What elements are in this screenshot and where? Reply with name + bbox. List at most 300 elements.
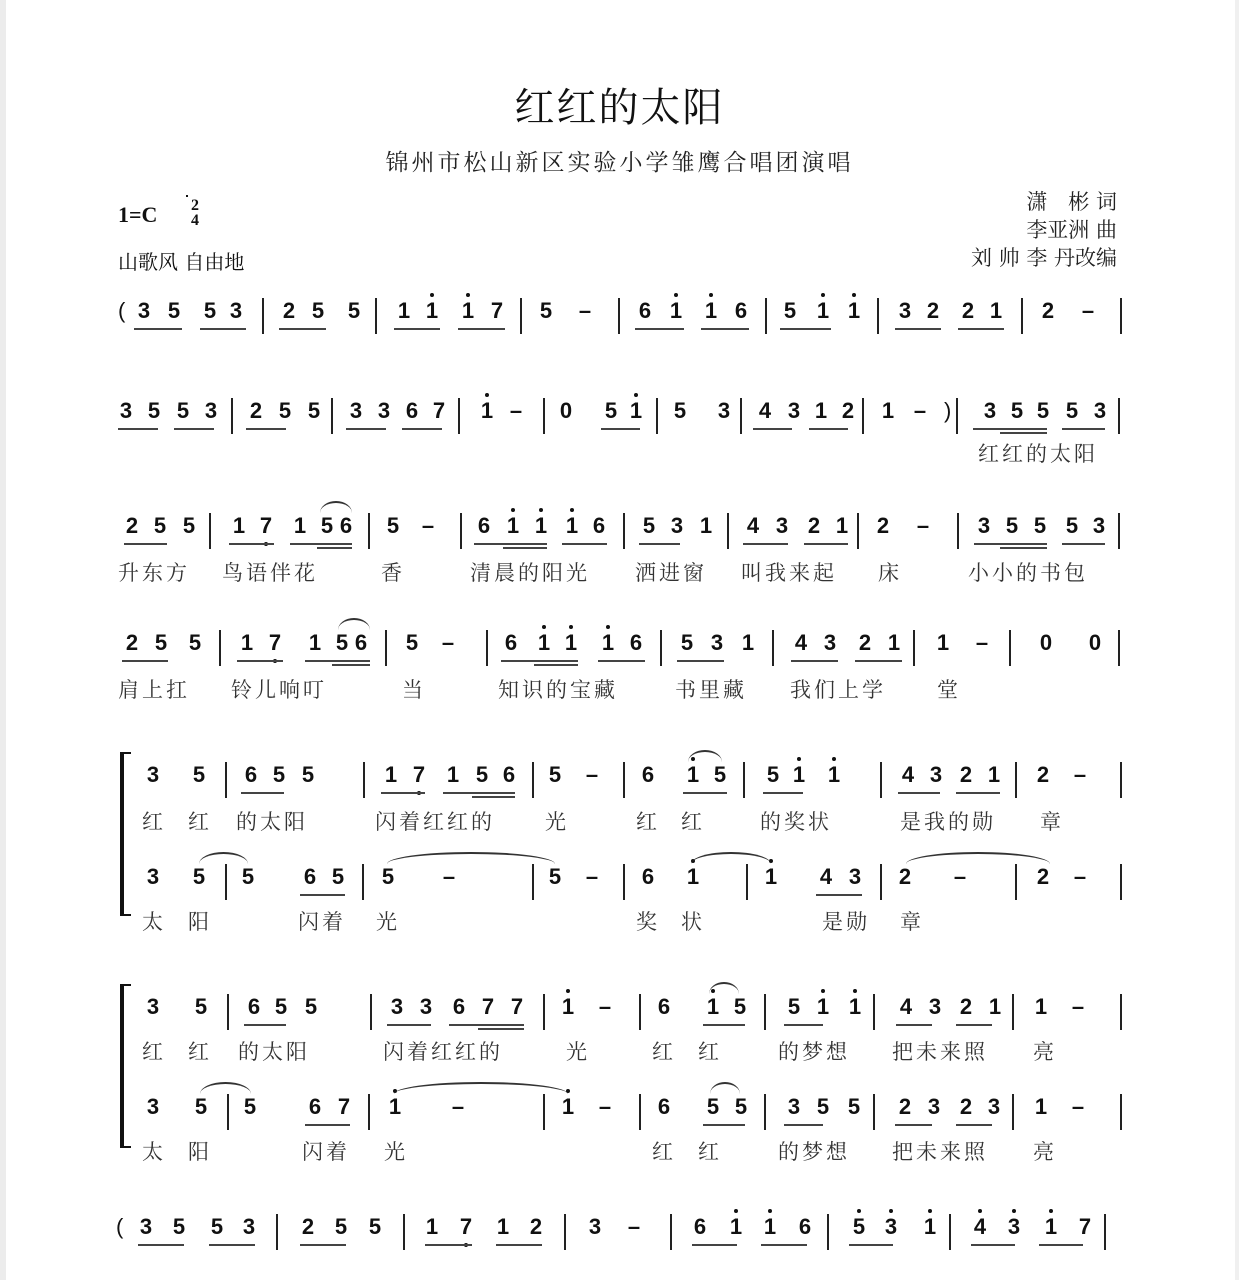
beam-underline — [124, 543, 167, 545]
note: 5 — [272, 762, 286, 787]
lyric-text: 把未来照 — [892, 1040, 988, 1064]
beam-underline — [300, 894, 345, 896]
barline — [532, 864, 534, 900]
note: 7 — [458, 1212, 474, 1242]
tie-slur — [387, 852, 555, 864]
barline — [880, 864, 882, 900]
beam-underline — [809, 428, 848, 430]
note: 1 — [600, 628, 616, 658]
beam-underline — [290, 543, 352, 545]
barline — [639, 994, 641, 1030]
note: 5 — [331, 864, 345, 889]
beam-underline — [956, 792, 1000, 794]
note: 3 — [137, 298, 151, 323]
note: 5 — [192, 762, 206, 787]
note: 6 — [244, 762, 258, 787]
note: 1 — [496, 1214, 510, 1239]
note: 7 — [411, 760, 427, 790]
beam-underline — [971, 1244, 1015, 1246]
note: 6 — [592, 513, 606, 538]
lyric-text: 肩上扛 — [118, 678, 190, 702]
note: 3 — [977, 513, 991, 538]
lyric-text: 闪着红红的 — [375, 810, 495, 834]
beam-underline — [753, 428, 792, 430]
barline — [1012, 1094, 1014, 1130]
beam-underline — [138, 1244, 184, 1246]
lyric-text: 的太阳 — [236, 810, 308, 834]
note: 5 — [304, 994, 318, 1019]
barline — [331, 398, 333, 434]
note: 1 — [564, 511, 580, 541]
lyric-text: 红 — [652, 1140, 676, 1164]
lyric-text: 当 — [402, 678, 426, 702]
beam-underline — [402, 428, 442, 430]
tie-slur — [200, 1082, 251, 1094]
note: 6 — [641, 864, 655, 889]
note: 5 — [210, 1214, 224, 1239]
note: 3 — [390, 994, 404, 1019]
note: 0 — [1039, 630, 1053, 655]
note: 6 — [629, 630, 643, 655]
dash-extension: – — [585, 864, 599, 889]
note: 5 — [847, 1094, 861, 1119]
beam-underline — [394, 328, 440, 330]
note: 6 — [308, 1094, 322, 1119]
repeat-close-paren: ) — [944, 398, 952, 423]
lyric-text: 升东方 — [118, 561, 190, 585]
note: 1 — [628, 396, 644, 426]
note: 6 — [657, 1094, 671, 1119]
barline — [403, 1214, 405, 1250]
barline — [656, 398, 658, 434]
beam-underline-double — [1000, 432, 1047, 434]
note: 4 — [901, 762, 915, 787]
note: 6 — [502, 762, 516, 787]
note: 5 — [154, 630, 168, 655]
note: 5 — [274, 994, 288, 1019]
dash-extension: – — [913, 398, 927, 423]
beam-underline — [703, 1124, 745, 1126]
beam-underline — [174, 428, 214, 430]
lyric-text: 光 — [376, 910, 400, 934]
lyric-text: 红 — [681, 810, 705, 834]
note: 2 — [898, 1094, 912, 1119]
beam-underline — [449, 1024, 524, 1026]
barline — [520, 298, 522, 334]
note: 1 — [922, 1212, 938, 1242]
note: 3 — [146, 864, 160, 889]
beam-underline — [118, 428, 158, 430]
time-signature-divider — [186, 195, 188, 197]
tie-slur — [320, 501, 352, 513]
note: 5 — [1033, 513, 1047, 538]
note: 3 — [898, 298, 912, 323]
lyric-text: 奖 — [636, 910, 660, 934]
beam-underline — [692, 1244, 737, 1246]
beam-underline — [300, 1244, 346, 1246]
note: 4 — [819, 864, 833, 889]
lyric-text: 红红的太阳 — [978, 442, 1098, 466]
beam-underline — [763, 792, 803, 794]
beam-underline — [956, 1024, 992, 1026]
note: 2 — [876, 513, 890, 538]
note: 3 — [419, 994, 433, 1019]
note: 5 — [475, 762, 489, 787]
barline — [486, 630, 488, 666]
barline — [639, 1094, 641, 1130]
lyric-text: 红 — [652, 1040, 676, 1064]
tie-slur — [691, 852, 771, 864]
beam-underline — [816, 894, 862, 896]
note: 2 — [282, 298, 296, 323]
note: 3 — [1006, 1212, 1022, 1242]
barline — [743, 762, 745, 798]
barline — [363, 762, 365, 798]
note: 6 — [247, 994, 261, 1019]
barline — [772, 630, 774, 666]
lyric-text: 是勋 — [822, 910, 870, 934]
note: 3 — [775, 513, 789, 538]
barline — [460, 513, 462, 549]
note: 3 — [349, 398, 363, 423]
lyric-text: 清晨的阳光 — [470, 561, 590, 585]
note: 1 — [293, 513, 307, 538]
beam-underline-double — [478, 1028, 524, 1030]
barline — [564, 1214, 566, 1250]
note: 3 — [139, 1214, 153, 1239]
beam-underline — [635, 328, 684, 330]
note: 3 — [717, 398, 731, 423]
note: 3 — [1093, 398, 1107, 423]
note: 5 — [1005, 513, 1019, 538]
note: 2 — [858, 630, 872, 655]
lyric-text: 红 — [142, 810, 166, 834]
note: 0 — [1088, 630, 1102, 655]
beam-underline-double — [1000, 547, 1047, 549]
beam-underline — [458, 328, 505, 330]
beam-underline — [683, 792, 727, 794]
beam-underline — [474, 543, 547, 545]
note: 3 — [848, 864, 862, 889]
note: 3 — [787, 1094, 801, 1119]
note: 1 — [384, 762, 398, 787]
note: 7 — [337, 1094, 351, 1119]
note: 1 — [846, 296, 862, 326]
lyric-text: 红 — [188, 1040, 212, 1064]
beam-underline-double — [317, 547, 352, 549]
lyric-text: 我们上学 — [790, 678, 886, 702]
beam-underline — [496, 1244, 542, 1246]
note: 5 — [1065, 513, 1079, 538]
note: 5 — [1036, 398, 1050, 423]
note: 3 — [146, 762, 160, 787]
note: 5 — [241, 864, 255, 889]
barline — [740, 398, 742, 434]
beam-underline — [895, 328, 941, 330]
note: 5 — [320, 513, 334, 538]
tie-slur — [709, 982, 739, 994]
beam-underline — [855, 660, 902, 662]
note: 1 — [685, 862, 701, 892]
beam-underline — [1039, 1244, 1083, 1246]
beam-underline — [703, 1024, 745, 1026]
beam-underline-double — [472, 796, 515, 798]
beam-underline — [956, 1124, 992, 1126]
dash-extension: – — [598, 994, 612, 1019]
barline — [368, 513, 370, 549]
note: 1 — [240, 630, 254, 655]
barline — [862, 398, 864, 434]
note: 5 — [153, 513, 167, 538]
lyric-text: 闪着红红的 — [383, 1040, 503, 1064]
barline — [670, 1214, 672, 1250]
lyric-text: 洒进窗 — [635, 561, 707, 585]
lyric-text: 红 — [698, 1040, 722, 1064]
barline — [623, 864, 625, 900]
lyric-text: 叫我来起 — [741, 561, 837, 585]
dash-extension: – — [1073, 864, 1087, 889]
note: 1 — [826, 760, 842, 790]
note: 7 — [258, 511, 274, 541]
beam-underline — [898, 792, 940, 794]
time-signature — [186, 198, 204, 228]
barline — [1120, 994, 1122, 1030]
note: 3 — [927, 1094, 941, 1119]
key-signature: 1=C — [118, 202, 158, 227]
lyric-text: 阳 — [188, 910, 212, 934]
time-signature-bottom: 4 — [191, 212, 199, 229]
note: 2 — [898, 864, 912, 889]
note: 5 — [194, 994, 208, 1019]
note: 1 — [881, 398, 895, 423]
note: 1 — [533, 511, 549, 541]
note: 1 — [936, 630, 950, 655]
beam-underline — [387, 1024, 431, 1026]
barline — [227, 994, 229, 1030]
note: 1 — [308, 630, 322, 655]
note: 1 — [397, 298, 411, 323]
note: 1 — [763, 862, 779, 892]
page-edge-right — [1235, 0, 1239, 1280]
note: 2 — [959, 994, 973, 1019]
note: 5 — [851, 1212, 867, 1242]
note: 1 — [791, 760, 807, 790]
note: 6 — [641, 762, 655, 787]
barline — [957, 513, 959, 549]
note: 1 — [705, 992, 721, 1022]
dash-extension: – — [451, 1094, 465, 1119]
lyric-text: 红 — [636, 810, 660, 834]
beam-underline — [241, 792, 284, 794]
beam-underline — [134, 328, 182, 330]
barline — [219, 630, 221, 666]
lyric-text: 红 — [188, 810, 212, 834]
note: 5 — [192, 864, 206, 889]
barline — [543, 1094, 545, 1130]
beam-underline — [958, 328, 1004, 330]
barline — [873, 994, 875, 1030]
barline — [276, 1214, 278, 1250]
lyric-text: 知识的宝藏 — [498, 678, 618, 702]
beam-underline — [425, 1244, 472, 1246]
lyric-text: 亮 — [1033, 1140, 1057, 1164]
barline — [362, 864, 364, 900]
note: 5 — [147, 398, 161, 423]
note: 2 — [1036, 864, 1050, 889]
dash-extension: – — [953, 864, 967, 889]
tie-slur — [688, 750, 722, 762]
note: 5 — [194, 1094, 208, 1119]
note: 5 — [167, 298, 181, 323]
repeat-open-paren: ( — [118, 298, 126, 323]
note: 6 — [354, 630, 368, 655]
barline — [209, 513, 211, 549]
note: 7 — [481, 994, 495, 1019]
note: 3 — [146, 994, 160, 1019]
beam-underline — [305, 1124, 350, 1126]
note: 1 — [1034, 994, 1048, 1019]
note: 5 — [243, 1094, 257, 1119]
note: 6 — [734, 298, 748, 323]
note: 5 — [713, 762, 727, 787]
note: 6 — [477, 513, 491, 538]
note: 1 — [479, 396, 495, 426]
beam-underline — [791, 660, 838, 662]
dash-extension: – — [627, 1214, 641, 1239]
barline — [368, 1094, 370, 1130]
beam-underline — [1062, 543, 1105, 545]
note: 5 — [301, 762, 315, 787]
barline — [1104, 1214, 1106, 1250]
barline — [727, 513, 729, 549]
barline — [880, 762, 882, 798]
barline — [618, 298, 620, 334]
beam-underline — [761, 1244, 807, 1246]
beam-underline — [701, 328, 749, 330]
barline — [375, 298, 377, 334]
barline — [1118, 398, 1120, 434]
lyric-text: 太 — [142, 910, 166, 934]
barline — [913, 630, 915, 666]
note: 3 — [1092, 513, 1106, 538]
note: 2 — [529, 1214, 543, 1239]
beam-underline — [784, 1024, 823, 1026]
note: 1 — [988, 994, 1002, 1019]
note: 3 — [119, 398, 133, 423]
note: 2 — [249, 398, 263, 423]
lyric-text: 鸟语伴花 — [222, 561, 318, 585]
note: 3 — [929, 762, 943, 787]
page-edge-left — [0, 0, 6, 1280]
barline — [857, 513, 859, 549]
dash-extension: – — [598, 1094, 612, 1119]
beam-underline — [784, 1124, 823, 1126]
barline — [1015, 864, 1017, 900]
note: 2 — [807, 513, 821, 538]
note: 5 — [816, 1094, 830, 1119]
note: 5 — [278, 398, 292, 423]
note: 5 — [334, 1214, 348, 1239]
barline — [543, 994, 545, 1030]
dash-extension: – — [441, 630, 455, 655]
note: 5 — [347, 298, 361, 323]
note: 0 — [559, 398, 573, 423]
note: 1 — [387, 1092, 403, 1122]
barline — [532, 762, 534, 798]
note: 1 — [446, 762, 460, 787]
note: 2 — [926, 298, 940, 323]
beam-underline — [743, 543, 788, 545]
beam-underline — [279, 328, 326, 330]
beam-underline-double — [534, 664, 578, 666]
note: 5 — [783, 298, 797, 323]
lyric-text: 的梦想 — [778, 1140, 850, 1164]
performer-subtitle: 锦州市松山新区实验小学雏鹰合唱团演唱 — [385, 150, 854, 176]
note: 1 — [835, 513, 849, 538]
beam-underline — [1062, 428, 1105, 430]
barline — [225, 762, 227, 798]
lyric-text: 床 — [878, 561, 902, 585]
note: 1 — [460, 296, 476, 326]
note: 5 — [673, 398, 687, 423]
barline — [877, 298, 879, 334]
barline — [458, 398, 460, 434]
note: 3 — [670, 513, 684, 538]
lyric-text: 铃儿响叮 — [231, 678, 327, 702]
lyric-text: 光 — [566, 1040, 590, 1064]
lyric-text: 章 — [900, 910, 924, 934]
beam-underline — [895, 1124, 932, 1126]
note: 1 — [668, 296, 684, 326]
barline — [660, 630, 662, 666]
barline — [227, 1094, 229, 1130]
barline — [1120, 864, 1122, 900]
barline — [1012, 994, 1014, 1030]
beam-underline — [246, 428, 286, 430]
note: 6 — [798, 1214, 812, 1239]
barline — [623, 762, 625, 798]
lyric-text: 状 — [681, 910, 705, 934]
note: 1 — [424, 296, 440, 326]
note: 2 — [125, 630, 139, 655]
beam-underline-double — [332, 664, 370, 666]
note: 1 — [814, 398, 828, 423]
barline — [225, 864, 227, 900]
beam-underline — [346, 428, 386, 430]
lyric-text: 是我的勋 — [900, 810, 996, 834]
tie-slur — [394, 1082, 568, 1094]
lyric-text: 的梦想 — [778, 1040, 850, 1064]
barline — [231, 398, 233, 434]
note: 5 — [381, 864, 395, 889]
note: 5 — [182, 513, 196, 538]
composer-credit: 李亚洲 曲 — [1026, 218, 1117, 242]
lyric-text: 红 — [142, 1040, 166, 1064]
note: 5 — [787, 994, 801, 1019]
note: 1 — [703, 296, 719, 326]
dash-extension: – — [585, 762, 599, 787]
note: 1 — [685, 760, 701, 790]
beam-underline — [974, 543, 1047, 545]
beam-underline — [501, 660, 578, 662]
note: 5 — [680, 630, 694, 655]
note: 1 — [815, 296, 831, 326]
note: 7 — [1078, 1214, 1092, 1239]
barline — [1118, 630, 1120, 666]
note: 1 — [815, 992, 831, 1022]
note: 3 — [588, 1214, 602, 1239]
note: 4 — [972, 1212, 988, 1242]
